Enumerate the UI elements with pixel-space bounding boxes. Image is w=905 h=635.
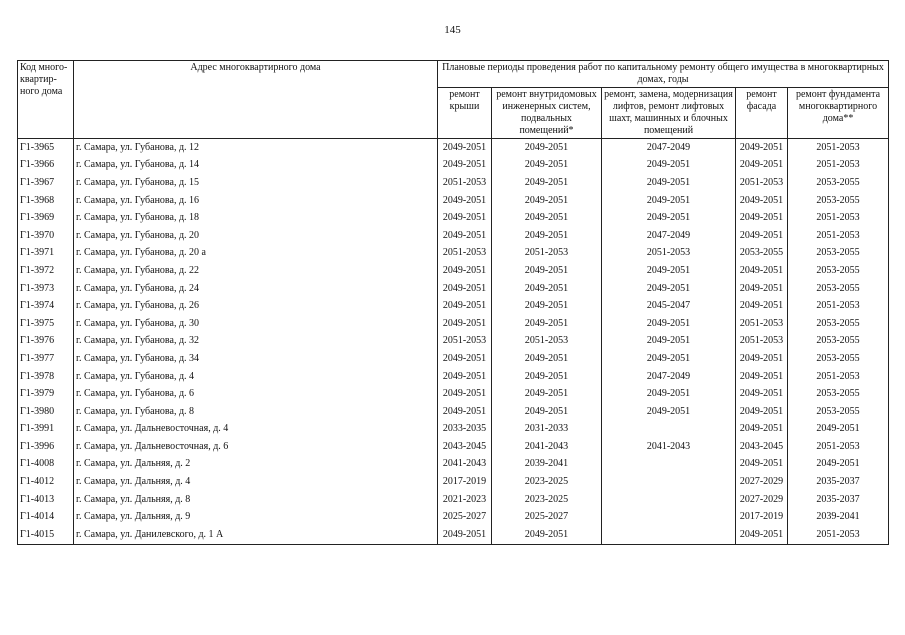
- cell-code: Г1-3975: [18, 315, 74, 333]
- header-foundation: ремонт фундамента многоквартирного дома**: [788, 88, 889, 139]
- cell-foundation: 2053-2055: [788, 262, 889, 280]
- cell-facade: 2027-2029: [736, 473, 788, 491]
- cell-lifts: 2049-2051: [602, 333, 736, 351]
- table-row: [18, 491, 889, 509]
- cell-lifts: 2049-2051: [602, 280, 736, 298]
- cell-roof: 2051-2053: [438, 245, 492, 263]
- cell-foundation: 2053-2055: [788, 174, 889, 192]
- cell-roof: 2033-2035: [438, 421, 492, 439]
- cell-lifts: 2049-2051: [602, 385, 736, 403]
- cell-facade: 2049-2051: [736, 139, 788, 157]
- cell-facade: 2049-2051: [736, 192, 788, 210]
- cell-address: г. Самара, ул. Губанова, д. 26: [74, 297, 438, 315]
- cell-address: г. Самара, ул. Губанова, д. 15: [74, 174, 438, 192]
- cell-foundation: 2053-2055: [788, 245, 889, 263]
- cell-roof: 2049-2051: [438, 297, 492, 315]
- header-facade: ремонт фасада: [736, 88, 788, 139]
- table-row: [18, 245, 889, 263]
- table-row: [18, 209, 889, 227]
- cell-lifts: [602, 491, 736, 509]
- cell-foundation: 2051-2053: [788, 297, 889, 315]
- cell-roof: 2025-2027: [438, 508, 492, 526]
- cell-lifts: [602, 526, 736, 544]
- table-row: [18, 139, 889, 157]
- cell-systems: 2049-2051: [492, 526, 602, 544]
- table-row: [18, 526, 889, 544]
- cell-address: г. Самара, ул. Губанова, д. 34: [74, 350, 438, 368]
- cell-systems: 2049-2051: [492, 297, 602, 315]
- cell-facade: 2049-2051: [736, 403, 788, 421]
- table-row: [18, 456, 889, 474]
- cell-code: Г1-3972: [18, 262, 74, 280]
- cell-systems: 2039-2041: [492, 456, 602, 474]
- cell-roof: 2051-2053: [438, 174, 492, 192]
- cell-address: г. Самара, ул. Губанова, д. 16: [74, 192, 438, 210]
- cell-systems: 2049-2051: [492, 157, 602, 175]
- cell-foundation: 2053-2055: [788, 280, 889, 298]
- cell-systems: 2051-2053: [492, 333, 602, 351]
- cell-foundation: 2053-2055: [788, 350, 889, 368]
- cell-foundation: 2051-2053: [788, 526, 889, 544]
- cell-address: г. Самара, ул. Дальневосточная, д. 6: [74, 438, 438, 456]
- cell-code: Г1-3967: [18, 174, 74, 192]
- cell-lifts: 2047-2049: [602, 368, 736, 386]
- table-row: [18, 403, 889, 421]
- cell-systems: 2049-2051: [492, 139, 602, 157]
- table-row: [18, 333, 889, 351]
- page-number: 145: [444, 24, 461, 36]
- table-row: [18, 350, 889, 368]
- cell-lifts: 2045-2047: [602, 297, 736, 315]
- cell-roof: 2041-2043: [438, 456, 492, 474]
- cell-address: г. Самара, ул. Губанова, д. 20 а: [74, 245, 438, 263]
- cell-systems: 2049-2051: [492, 192, 602, 210]
- cell-systems: 2049-2051: [492, 280, 602, 298]
- cell-facade: 2049-2051: [736, 157, 788, 175]
- cell-systems: 2041-2043: [492, 438, 602, 456]
- header-code: Код много-квартир-ного дома: [18, 61, 74, 139]
- table-row: [18, 227, 889, 245]
- cell-systems: 2049-2051: [492, 174, 602, 192]
- cell-address: г. Самара, ул. Дальняя, д. 2: [74, 456, 438, 474]
- cell-roof: 2049-2051: [438, 157, 492, 175]
- cell-code: Г1-3969: [18, 209, 74, 227]
- cell-address: г. Самара, ул. Губанова, д. 32: [74, 333, 438, 351]
- cell-systems: 2049-2051: [492, 262, 602, 280]
- cell-facade: 2049-2051: [736, 385, 788, 403]
- cell-roof: 2049-2051: [438, 526, 492, 544]
- cell-address: г. Самара, ул. Дальневосточная, д. 4: [74, 421, 438, 439]
- cell-systems: 2023-2025: [492, 491, 602, 509]
- cell-systems: 2049-2051: [492, 385, 602, 403]
- cell-foundation: 2035-2037: [788, 491, 889, 509]
- cell-roof: 2049-2051: [438, 227, 492, 245]
- table-row: [18, 192, 889, 210]
- cell-code: Г1-3976: [18, 333, 74, 351]
- cell-lifts: 2049-2051: [602, 209, 736, 227]
- cell-roof: 2049-2051: [438, 403, 492, 421]
- cell-code: Г1-4015: [18, 526, 74, 544]
- cell-foundation: 2035-2037: [788, 473, 889, 491]
- cell-address: г. Самара, ул. Губанова, д. 12: [74, 139, 438, 157]
- cell-facade: 2049-2051: [736, 262, 788, 280]
- cell-facade: 2043-2045: [736, 438, 788, 456]
- cell-foundation: 2051-2053: [788, 209, 889, 227]
- cell-roof: 2017-2019: [438, 473, 492, 491]
- cell-foundation: 2051-2053: [788, 157, 889, 175]
- cell-lifts: 2049-2051: [602, 315, 736, 333]
- table-row: [18, 438, 889, 456]
- header-roof: ремонт крыши: [438, 88, 492, 139]
- cell-roof: 2049-2051: [438, 192, 492, 210]
- cell-foundation: 2051-2053: [788, 438, 889, 456]
- cell-address: г. Самара, ул. Губанова, д. 22: [74, 262, 438, 280]
- cell-facade: 2049-2051: [736, 456, 788, 474]
- cell-lifts: [602, 456, 736, 474]
- cell-roof: 2049-2051: [438, 368, 492, 386]
- cell-code: Г1-3971: [18, 245, 74, 263]
- cell-facade: 2049-2051: [736, 368, 788, 386]
- cell-roof: 2049-2051: [438, 315, 492, 333]
- cell-foundation: 2053-2055: [788, 403, 889, 421]
- cell-address: г. Самара, ул. Губанова, д. 4: [74, 368, 438, 386]
- table-row: [18, 421, 889, 439]
- cell-systems: 2049-2051: [492, 227, 602, 245]
- cell-foundation: 2051-2053: [788, 227, 889, 245]
- cell-code: Г1-4012: [18, 473, 74, 491]
- cell-foundation: 2053-2055: [788, 315, 889, 333]
- table-row: [18, 262, 889, 280]
- cell-facade: 2017-2019: [736, 508, 788, 526]
- table-row: [18, 508, 889, 526]
- cell-foundation: 2051-2053: [788, 368, 889, 386]
- table-row: [18, 157, 889, 175]
- cell-code: Г1-3973: [18, 280, 74, 298]
- cell-foundation: 2049-2051: [788, 456, 889, 474]
- cell-code: Г1-3991: [18, 421, 74, 439]
- cell-roof: 2049-2051: [438, 262, 492, 280]
- cell-code: Г1-3966: [18, 157, 74, 175]
- cell-systems: 2049-2051: [492, 403, 602, 421]
- header-periods: Плановые периоды проведения работ по капитальному ремонту общего имущества в многоквартирных домах, годы: [438, 61, 889, 88]
- capital-repair-table: [17, 60, 889, 545]
- cell-lifts: 2041-2043: [602, 438, 736, 456]
- cell-code: Г1-3978: [18, 368, 74, 386]
- cell-address: г. Самара, ул. Губанова, д. 8: [74, 403, 438, 421]
- cell-address: г. Самара, ул. Губанова, д. 6: [74, 385, 438, 403]
- cell-systems: 2049-2051: [492, 209, 602, 227]
- cell-facade: 2053-2055: [736, 245, 788, 263]
- cell-foundation: 2053-2055: [788, 192, 889, 210]
- cell-facade: 2049-2051: [736, 297, 788, 315]
- table-row: [18, 473, 889, 491]
- cell-roof: 2021-2023: [438, 491, 492, 509]
- table-row: [18, 368, 889, 386]
- table-body: [18, 139, 889, 545]
- cell-code: Г1-3996: [18, 438, 74, 456]
- cell-lifts: 2049-2051: [602, 192, 736, 210]
- cell-lifts: 2049-2051: [602, 350, 736, 368]
- cell-code: Г1-3965: [18, 139, 74, 157]
- cell-address: г. Самара, ул. Дальняя, д. 4: [74, 473, 438, 491]
- cell-lifts: 2047-2049: [602, 227, 736, 245]
- cell-facade: 2051-2053: [736, 174, 788, 192]
- cell-facade: 2049-2051: [736, 526, 788, 544]
- cell-roof: 2049-2051: [438, 280, 492, 298]
- cell-roof: 2049-2051: [438, 350, 492, 368]
- cell-foundation: 2049-2051: [788, 421, 889, 439]
- cell-facade: 2049-2051: [736, 209, 788, 227]
- cell-foundation: 2039-2041: [788, 508, 889, 526]
- cell-systems: 2025-2027: [492, 508, 602, 526]
- header-lifts: ремонт, замена, модернизация лифтов, ремонт лифтовых шахт, машинных и блочных помещений: [602, 88, 736, 139]
- header-address: Адрес многоквартирного дома: [74, 61, 438, 139]
- cell-facade: 2049-2051: [736, 227, 788, 245]
- cell-code: Г1-4014: [18, 508, 74, 526]
- cell-lifts: 2049-2051: [602, 174, 736, 192]
- cell-systems: 2051-2053: [492, 245, 602, 263]
- cell-systems: 2049-2051: [492, 368, 602, 386]
- cell-code: Г1-3980: [18, 403, 74, 421]
- cell-facade: 2051-2053: [736, 333, 788, 351]
- cell-lifts: [602, 421, 736, 439]
- cell-roof: 2049-2051: [438, 385, 492, 403]
- cell-code: Г1-3970: [18, 227, 74, 245]
- cell-foundation: 2053-2055: [788, 333, 889, 351]
- cell-lifts: 2049-2051: [602, 262, 736, 280]
- cell-lifts: 2049-2051: [602, 403, 736, 421]
- cell-roof: 2043-2045: [438, 438, 492, 456]
- table-row: [18, 385, 889, 403]
- table-row: [18, 297, 889, 315]
- cell-lifts: 2047-2049: [602, 139, 736, 157]
- cell-lifts: 2051-2053: [602, 245, 736, 263]
- table-row: [18, 280, 889, 298]
- table-row: [18, 174, 889, 192]
- cell-systems: 2049-2051: [492, 350, 602, 368]
- cell-address: г. Самара, ул. Губанова, д. 20: [74, 227, 438, 245]
- cell-code: Г1-4013: [18, 491, 74, 509]
- header-row-main: [18, 61, 889, 88]
- cell-roof: 2051-2053: [438, 333, 492, 351]
- cell-address: г. Самара, ул. Дальняя, д. 8: [74, 491, 438, 509]
- cell-code: Г1-3977: [18, 350, 74, 368]
- cell-systems: 2049-2051: [492, 315, 602, 333]
- cell-facade: 2049-2051: [736, 421, 788, 439]
- cell-facade: 2049-2051: [736, 350, 788, 368]
- cell-address: г. Самара, ул. Губанова, д. 30: [74, 315, 438, 333]
- cell-code: Г1-3968: [18, 192, 74, 210]
- cell-lifts: 2049-2051: [602, 157, 736, 175]
- cell-code: Г1-3979: [18, 385, 74, 403]
- cell-systems: 2023-2025: [492, 473, 602, 491]
- cell-address: г. Самара, ул. Губанова, д. 18: [74, 209, 438, 227]
- cell-address: г. Самара, ул. Дальняя, д. 9: [74, 508, 438, 526]
- cell-systems: 2031-2033: [492, 421, 602, 439]
- cell-lifts: [602, 473, 736, 491]
- cell-address: г. Самара, ул. Губанова, д. 24: [74, 280, 438, 298]
- cell-code: Г1-3974: [18, 297, 74, 315]
- cell-foundation: 2051-2053: [788, 139, 889, 157]
- cell-code: Г1-4008: [18, 456, 74, 474]
- cell-address: г. Самара, ул. Данилевского, д. 1 А: [74, 526, 438, 544]
- cell-roof: 2049-2051: [438, 209, 492, 227]
- cell-address: г. Самара, ул. Губанова, д. 14: [74, 157, 438, 175]
- cell-roof: 2049-2051: [438, 139, 492, 157]
- cell-lifts: [602, 508, 736, 526]
- cell-facade: 2049-2051: [736, 280, 788, 298]
- table-row: [18, 315, 889, 333]
- header-systems: ремонт внутридомовых инженерных систем, подвальных помещений*: [492, 88, 602, 139]
- cell-foundation: 2053-2055: [788, 385, 889, 403]
- cell-facade: 2051-2053: [736, 315, 788, 333]
- cell-facade: 2027-2029: [736, 491, 788, 509]
